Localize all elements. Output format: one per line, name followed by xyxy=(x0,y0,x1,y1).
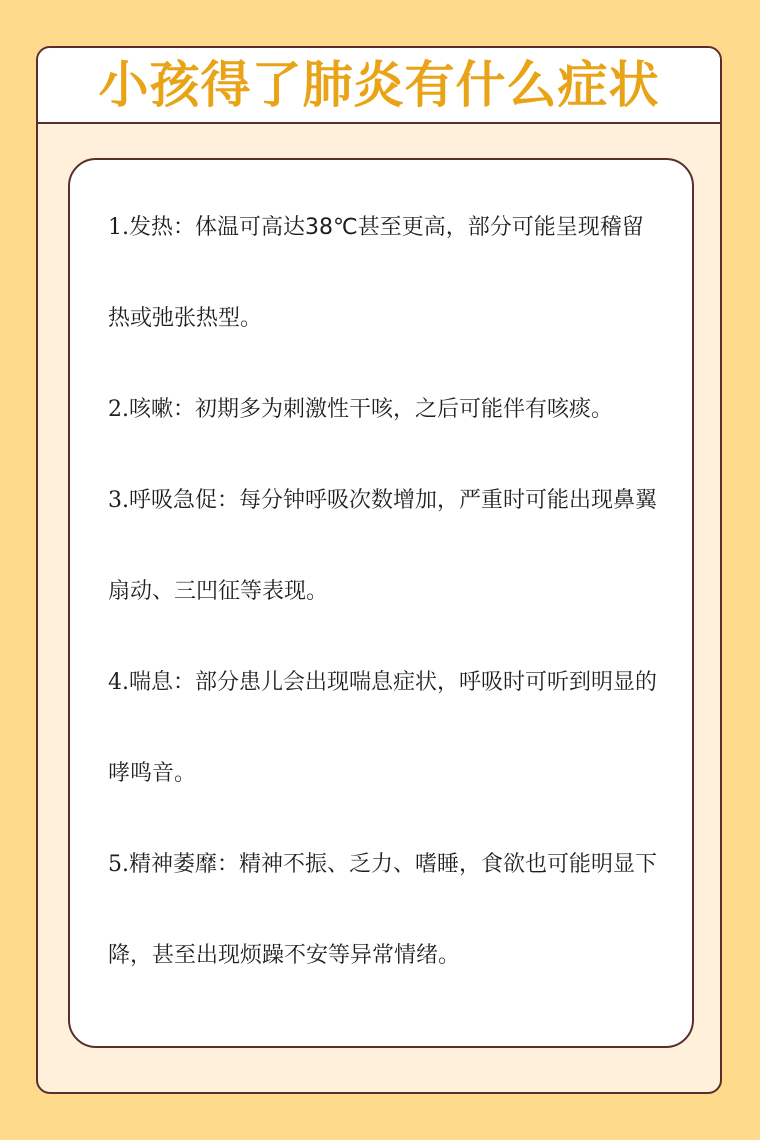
symptom-item-lethargy xyxy=(108,819,658,1001)
page-title: 小孩得了肺炎有什么症状 xyxy=(98,56,660,114)
symptom-text: 喘息：部分患儿会出现喘息症状，呼吸时可听到明显的哮鸣音。 xyxy=(108,670,658,786)
symptom-item-fever xyxy=(108,182,658,364)
symptom-text: 呼吸急促：每分钟呼吸次数增加，严重时可能出现鼻翼扇动、三凹征等表现。 xyxy=(108,488,658,604)
symptom-number: 4. xyxy=(108,670,129,695)
symptom-item-wheezing xyxy=(108,637,658,819)
symptom-item-cough xyxy=(108,364,658,455)
symptom-number: 5. xyxy=(108,852,129,877)
outer-card xyxy=(36,46,722,1094)
symptom-text: 咳嗽：初期多为刺激性干咳，之后可能伴有咳痰。 xyxy=(129,397,614,422)
title-bar xyxy=(38,48,720,124)
symptom-number: 3. xyxy=(108,488,129,513)
symptom-number: 1. xyxy=(108,215,129,240)
symptom-item-shortness-of-breath xyxy=(108,455,658,637)
symptom-text: 精神萎靡：精神不振、乏力、嗜睡，食欲也可能明显下降，甚至出现烦躁不安等异常情绪。 xyxy=(108,852,658,968)
symptom-number: 2. xyxy=(108,397,129,422)
symptom-text: 发热：体温可高达38℃甚至更高，部分可能呈现稽留热或弛张热型。 xyxy=(108,215,644,331)
symptom-list xyxy=(68,158,694,1048)
